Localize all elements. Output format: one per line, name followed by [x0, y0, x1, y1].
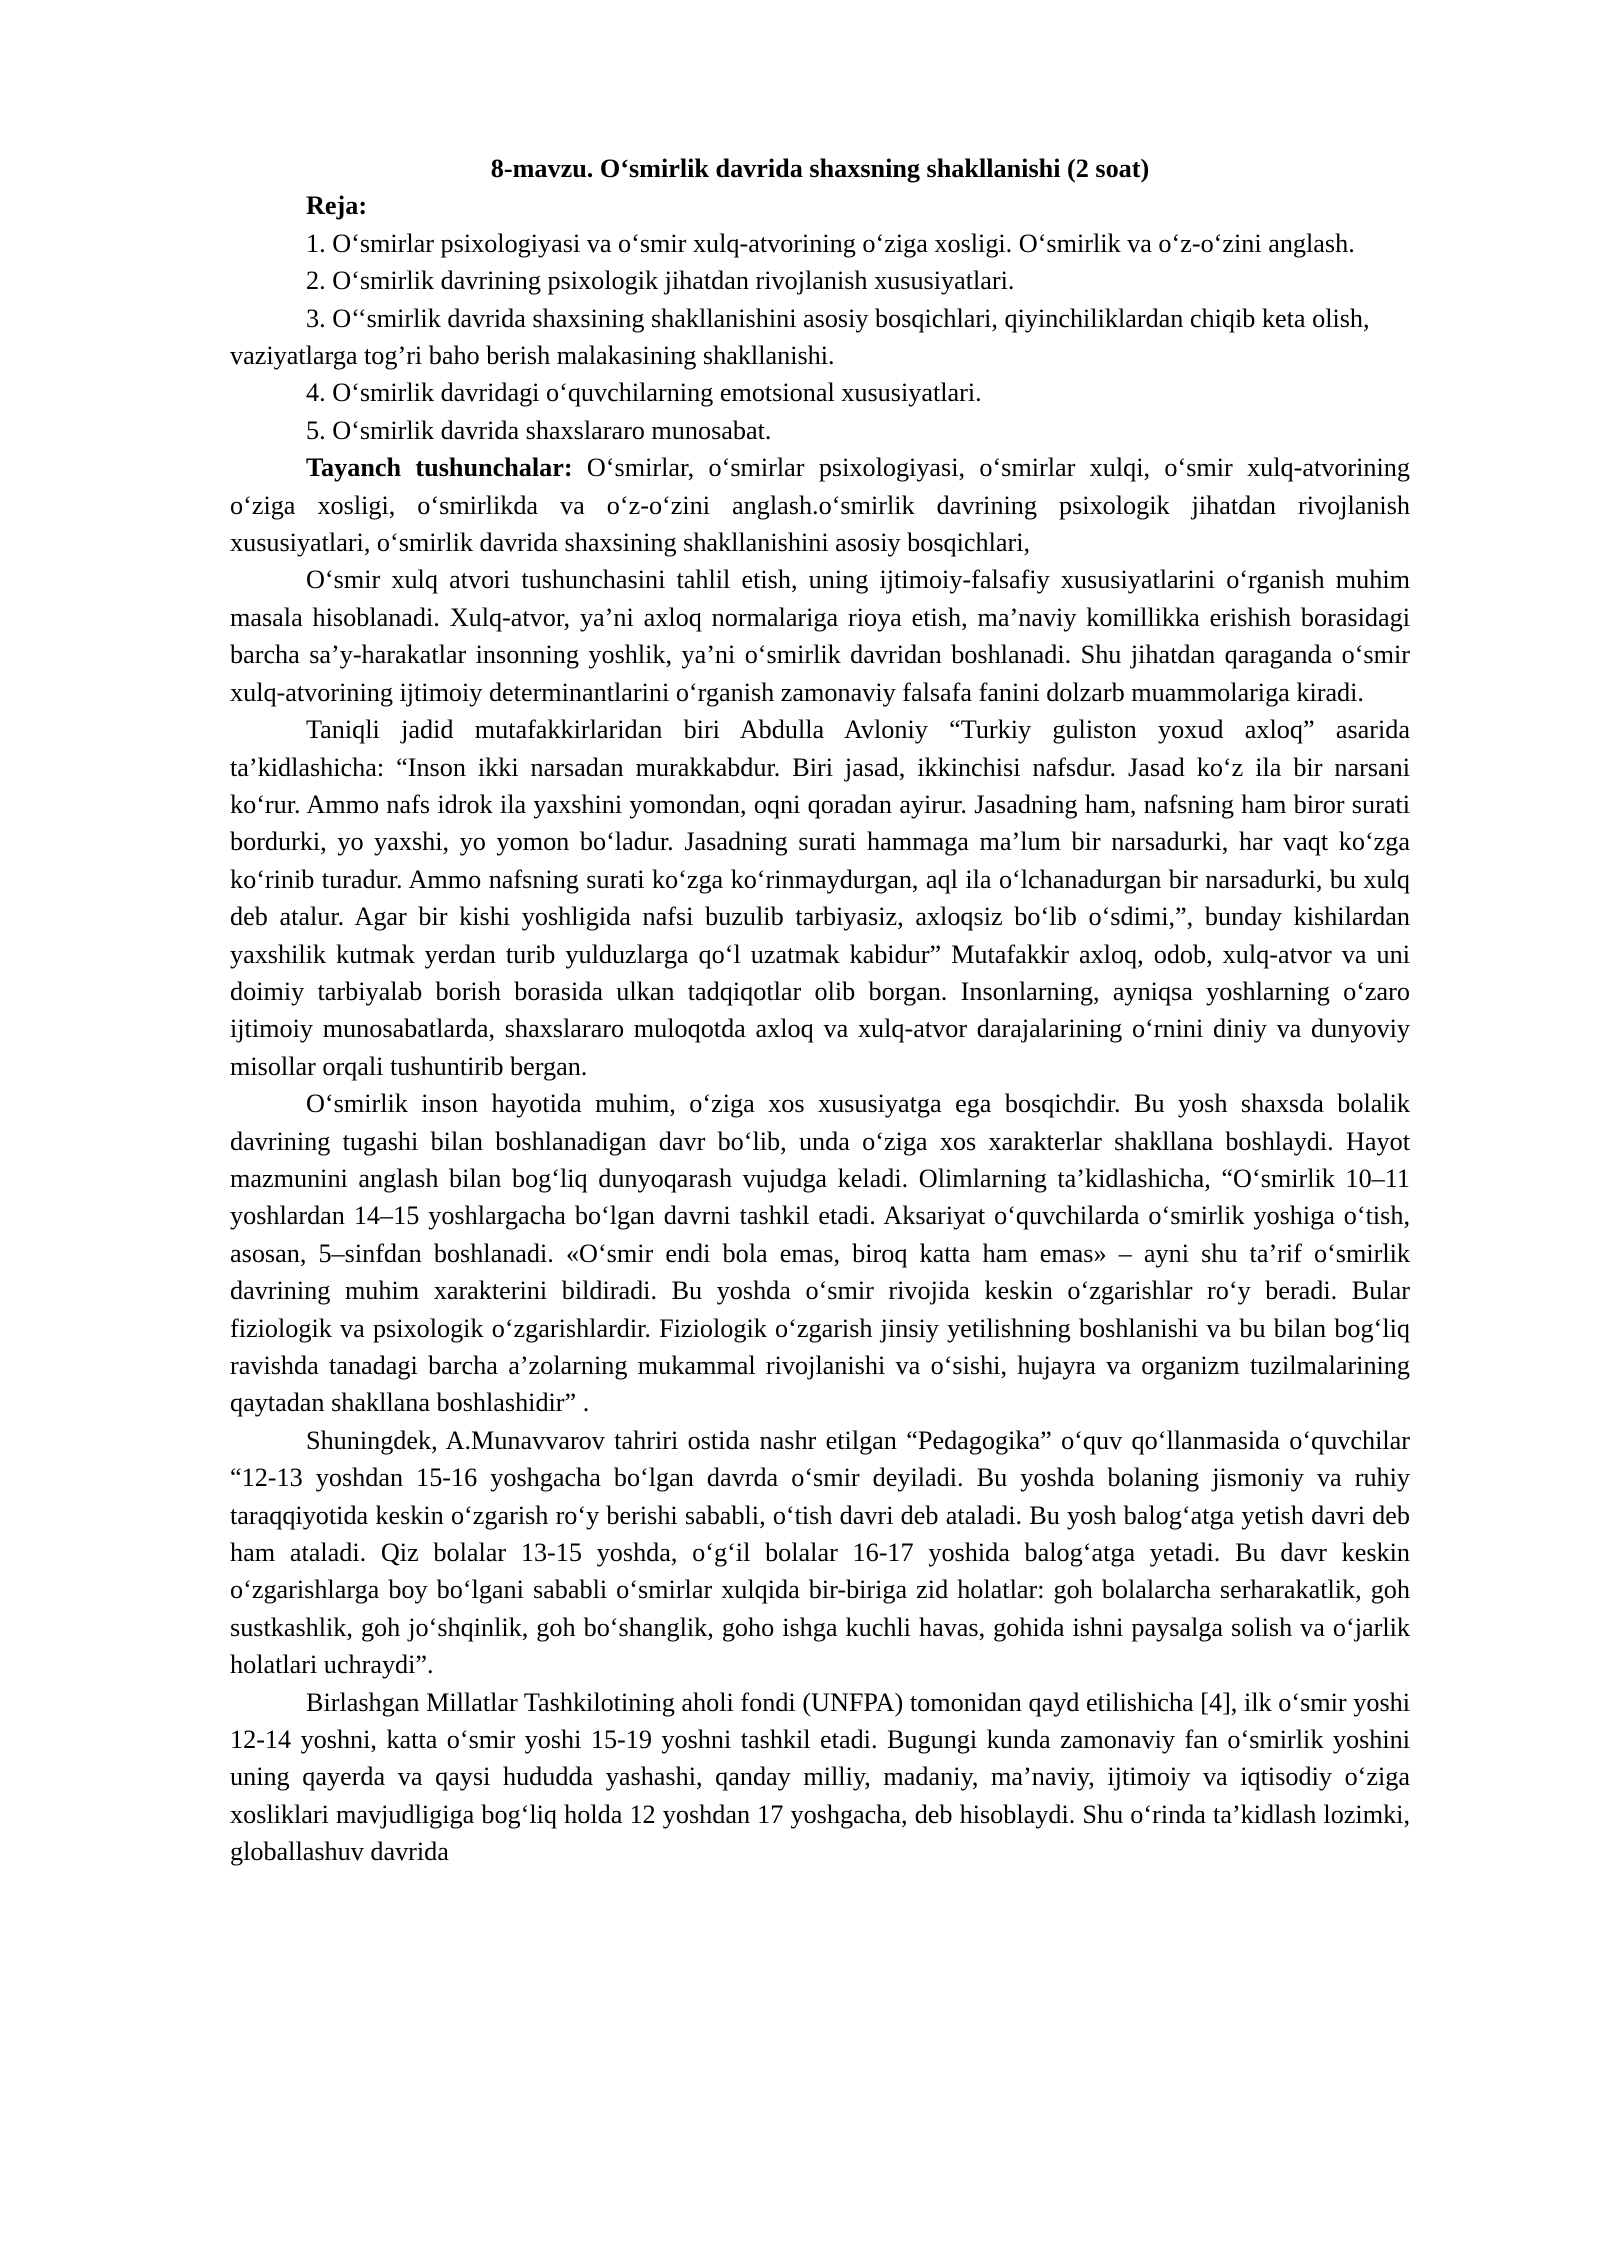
key-terms-label: Tayanch tushunchalar: — [306, 453, 573, 483]
plan-item-5: 5. O‘smirlik davrida shaxslararo munosabat. — [306, 415, 772, 445]
page-title: 8-mavzu. O‘smirlik davrida shaxsning shakllanishi (2 soat) — [490, 154, 1150, 183]
plan-item-2: 2. O‘smirlik davrining psixologik jihatdan rivojlanish xususiyatlari. — [306, 266, 1015, 296]
paragraph-5: Birlashgan Millatlar Tashkilotining aholi fondi (UNFPA) tomonidan qayd etilishicha [4], ilk o‘smir yoshi 12-14 yoshni, katta o‘smir yoshi 15-19 yoshni tashkil etadi. Bugungi kunda zamonaviy fan o‘smirlik yoshini uning qayerda va qaysi hududda yashashi, qanday milliy, madaniy, ma’naviy, ijtimoiy va iqtisodiy o‘ziga xosliklari mavjudligiga bog‘liq holda 12 yoshdan 17 yoshgacha, deb hisoblaydi. Shu o‘rinda ta’kidlash lozimki, globallashuv davrida — [230, 1687, 1410, 1867]
key-terms-paragraph — [230, 449, 1410, 561]
plan-heading: Reja: — [306, 191, 368, 221]
paragraph-2: Taniqli jadid mutafakkirlaridan biri Abdulla Avloniy “Turkiy guliston yoxud axloq” asarida ta’kidlashicha: “Inson ikki narsadan murakkabdur. Biri jasad, ikkinchisi nafsdur. Jasad ko‘z ila bir narsani ko‘rur. Ammo nafs idrok ila yaxshini yomondan, oqni qoradan ayirur. Jasadning ham, nafsning ham biror surati bordurki, yo yaxshi, yo yomon bo‘ladur. Jasadning surati hammaga ma’lum bir narsadurki, har vaqt ko‘zga ko‘rinib turadur. Ammo nafsning surati ko‘zga ko‘rinmaydurgan, aql ila o‘lchanadurgan bir narsadurki, bu xulq deb atalur. Agar bir kishi yoshligida nafsi buzulib tarbiyasiz, axloqsiz bo‘lib o‘sdimi,”, bunday kishilardan yaxshilik kutmak yerdan turib yulduzlarga qo‘l uzatmak kabidur” Mutafakkir axloq, odob, xulq-atvor va uni doimiy tarbiyalab borish borasida ulkan tadqiqotlar olib borgan. Insonlarning, ayniqsa yoshlarning o‘zaro ijtimoiy munosabatlarda, shaxslararo muloqotda axloq va xulq-atvor darajalarining o‘rnini diniy va dunyoviy misollar orqali tushuntirib bergan. — [230, 715, 1410, 1081]
paragraph-3: O‘smirlik inson hayotida muhim, o‘ziga xos xususiyatga ega bosqichdir. Bu yosh shaxsda bolalik davrining tugashi bilan boshlanadigan davr bo‘lib, unda o‘ziga xos xarakterlar shakllana boshlaydi. Hayot mazmunini anglash bilan bog‘liq dunyoqarash vujudga keladi. Olimlarning ta’kidlashicha, “O‘smirlik 10–11 yoshlardan 14–15 yoshlargacha bo‘lgan davrni tashkil etadi. Aksariyat o‘quvchilarda o‘smirlik yoshiga o‘tish, asosan, 5–sinfdan boshlanadi. «O‘smir endi bola emas, biroq katta ham emas» – ayni shu ta’rif o‘smirlik davrining muhim xarakterini bildiradi. Bu yoshda o‘smir rivojida keskin o‘zgarishlar ro‘y beradi. Bular fiziologik va psixologik o‘zgarishlardir. Fiziologik o‘zgarish jinsiy yetilishning boshlanishi va bu bilan bog‘liq ravishda tanadagi barcha a’zolarning mukammal rivojlanishi va o‘sishi, hujayra va organizm tuzilmalarining qaytadan shakllana boshlashidir” . — [230, 1089, 1410, 1418]
paragraph-1: O‘smir xulq atvori tushunchasini tahlil etish, uning ijtimoiy-falsafiy xususiyatlarini o‘rganish muhim masala hisoblanadi. Xulq-atvor, ya’ni axloq normalariga rioya etish, ma’naviy komillikka erishish borasidagi barcha sa’y-harakatlar insonning yoshlik, ya’ni o‘smirlik davridan boshlanadi. Shu jihatdan qaraganda o‘smir xulq-atvorining ijtimoiy determinantlarini o‘rganish zamonaviy falsafa fanini dolzarb muammolariga kiradi. — [230, 565, 1410, 707]
paragraph-4: Shuningdek, A.Munavvarov tahriri ostida nashr etilgan “Pedagogika” o‘quv qo‘llanmasida o‘quvchilar “12-13 yoshdan 15-16 yoshgacha bo‘lgan davrda o‘smir deyiladi. Bu yoshda bolaning jismoniy va ruhiy taraqqiyotida keskin o‘zgarish ro‘y berishi sababli, o‘tish davri deb ataladi. Bu yosh balog‘atga yetish davri deb ham ataladi. Qiz bolalar 13-15 yoshda, o‘g‘il bolalar 16-17 yoshida balog‘atga yetadi. Bu davr keskin o‘zgarishlarga boy bo‘lgani sababli o‘smirlar xulqida bir-biriga zid holatlar: goh bolalarcha serharakatlik, goh sustkashlik, goh jo‘shqinlik, goh bo‘shanglik, goho ishga kuchli havas, gohida ishni paysalga solish va o‘jarlik holatlari uchraydi”. — [230, 1425, 1410, 1680]
plan-item-1: 1. O‘smirlar psixologiyasi va o‘smir xulq-atvorining o‘ziga xosligi. O‘smirlik va o‘z-o‘zini anglash. — [306, 228, 1355, 258]
plan-item-3: 3. O‘‘smirlik davrida shaxsining shakllanishini asosiy bosqichlari, qiyinchiliklardan chiqib keta olish, vaziyatlarga tog’ri baho berish malakasining shakllanishi. — [230, 303, 1370, 371]
document-page — [230, 150, 1410, 1871]
plan-item-4: 4. O‘smirlik davridagi o‘quvchilarning emotsional xususiyatlari. — [306, 378, 982, 408]
key-terms-text: O‘smirlar, o‘smirlar psixologiyasi, o‘smirlar xulqi, o‘smir xulq-atvorining o‘ziga xosligi, o‘smirlikda va o‘z-o‘zini anglash.o‘smirlik davrining psixologik jihatdan rivojlanish xususiyatlari, o‘smirlik davrida shaxsining shakllanishini asosiy bosqichlari, — [230, 453, 1410, 558]
